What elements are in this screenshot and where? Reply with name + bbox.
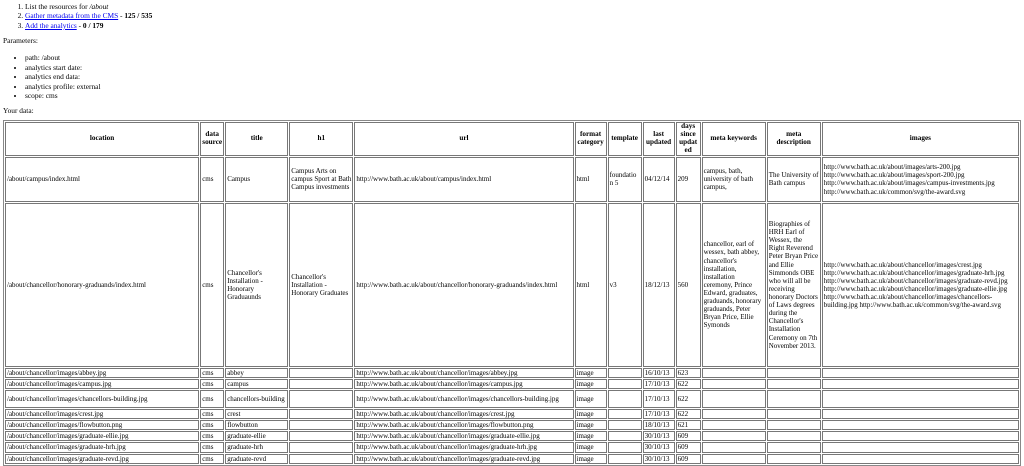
- param-analytics-end-date: • analytics end data:: [25, 72, 1021, 81]
- col-location: location: [5, 122, 199, 156]
- cell-updated: 17/10/13: [643, 390, 675, 408]
- cell-location: /about/campus/index.html: [5, 157, 199, 202]
- cell-format: image: [575, 379, 607, 389]
- cell-format: html: [575, 203, 607, 367]
- cell-source: cms: [200, 409, 224, 419]
- cell-format: image: [575, 442, 607, 452]
- cell-format: image: [575, 409, 607, 419]
- cell-h1: [289, 390, 353, 408]
- cell-updated: 30/10/13: [643, 431, 675, 441]
- cell-h1: Campus Arts on campus Sport at Bath Campus investments: [289, 157, 353, 202]
- cell-source: cms: [200, 454, 224, 464]
- cell-days: 622: [676, 379, 701, 389]
- parameters-heading: Parameters:: [3, 36, 38, 46]
- cell-location: /about/chancellor/honorary-graduands/index.html: [5, 203, 199, 367]
- cell-images: [822, 454, 1019, 464]
- cell-description: The University of Bath campus: [767, 157, 821, 202]
- cell-days: 609: [676, 442, 701, 452]
- table-row: [5, 390, 1019, 408]
- cell-format: image: [575, 454, 607, 464]
- cell-description: [767, 431, 821, 441]
- col-h1: h1: [289, 122, 353, 156]
- table-row: [5, 157, 1019, 202]
- cell-days: 609: [676, 431, 701, 441]
- cell-template: [608, 409, 642, 419]
- cell-location: /about/chancellor/images/graduate-hrh.jpg: [5, 442, 199, 452]
- cell-keywords: [702, 420, 766, 430]
- col-meta-description: meta description: [767, 122, 821, 156]
- cell-template: [608, 379, 642, 389]
- cell-template: [608, 442, 642, 452]
- table-row: [5, 454, 1019, 464]
- cell-title: campus: [225, 379, 288, 389]
- your-data-label: Your data:: [3, 106, 34, 116]
- cell-description: [767, 442, 821, 452]
- cell-url: http://www.bath.ac.uk/about/chancellor/images/graduate-revd.jpg: [354, 454, 573, 464]
- cell-template: foundation 5: [608, 157, 642, 202]
- step-add-analytics: 3. Add the analytics - 0 / 179: [25, 21, 1021, 30]
- cell-template: [608, 390, 642, 408]
- table-header-row: [5, 122, 1019, 156]
- cell-keywords: [702, 409, 766, 419]
- table-row: [5, 379, 1019, 389]
- cell-url: http://www.bath.ac.uk/about/chancellor/images/abbey.jpg: [354, 368, 573, 378]
- cell-description: Biographies of HRH Earl of Wessex, the Right Reverend Peter Bryan Price and Ellie Simmonds OBE who will all be receiving honorary Doctors of Laws degrees during the Chancellor's Installation Ceremony on 7th November 2013.: [767, 203, 821, 367]
- cell-description: [767, 420, 821, 430]
- cell-title: crest: [225, 409, 288, 419]
- cell-format: image: [575, 390, 607, 408]
- cell-keywords: [702, 431, 766, 441]
- table-row: [5, 442, 1019, 452]
- step-gather-metadata: 2. Gather metadata from the CMS - 125 / 535: [25, 11, 1021, 20]
- cell-h1: [289, 379, 353, 389]
- step-path: /about: [89, 2, 109, 11]
- col-data-source: data source: [200, 122, 224, 156]
- col-last-updated: last updated: [643, 122, 675, 156]
- param-analytics-profile: • analytics profile: external: [25, 82, 1021, 91]
- cell-description: [767, 409, 821, 419]
- cell-keywords: chancellor, earl of wessex, bath abbey, chancellor's installation, installation ceremony, Prince Edward, graduates, graduands, honorary graduands, Peter Bryan Price, Ellie Symonds: [702, 203, 766, 367]
- cell-title: chancellors-building: [225, 390, 288, 408]
- cell-images: [822, 431, 1019, 441]
- data-table: [3, 120, 1021, 465]
- cell-days: 209: [676, 157, 701, 202]
- add-analytics-count: 0 / 179: [82, 20, 104, 30]
- cell-url: http://www.bath.ac.uk/about/chancellor/honorary-graduands/index.html: [354, 203, 573, 367]
- cell-title: graduate-revd: [225, 454, 288, 464]
- cell-updated: 16/10/13: [643, 368, 675, 378]
- cell-source: cms: [200, 442, 224, 452]
- cell-format: html: [575, 157, 607, 202]
- col-title: title: [225, 122, 288, 156]
- cell-location: /about/chancellor/images/graduate-revd.jpg: [5, 454, 199, 464]
- cell-updated: 17/10/13: [643, 409, 675, 419]
- cell-images: [822, 390, 1019, 408]
- cell-images: [822, 409, 1019, 419]
- cell-keywords: [702, 454, 766, 464]
- cell-url: http://www.bath.ac.uk/about/chancellor/images/flowbutton.png: [354, 420, 573, 430]
- cell-title: graduate-ellie: [225, 431, 288, 441]
- cell-template: [608, 420, 642, 430]
- cell-location: /about/chancellor/images/abbey.jpg: [5, 368, 199, 378]
- cell-h1: [289, 431, 353, 441]
- cell-images: [822, 368, 1019, 378]
- col-images: images: [822, 122, 1019, 156]
- cell-url: http://www.bath.ac.uk/about/chancellor/images/graduate-ellie.jpg: [354, 431, 573, 441]
- cell-url: http://www.bath.ac.uk/about/chancellor/images/crest.jpg: [354, 409, 573, 419]
- cell-keywords: [702, 379, 766, 389]
- table-row: [5, 203, 1019, 367]
- cell-h1: [289, 409, 353, 419]
- table-row: [5, 368, 1019, 378]
- col-days-since-updated: days since updated: [676, 122, 701, 156]
- cell-template: [608, 431, 642, 441]
- param-scope: • scope: cms: [25, 91, 1021, 100]
- cell-source: cms: [200, 157, 224, 202]
- cell-template: [608, 454, 642, 464]
- param-analytics-start-date: • analytics start date:: [25, 63, 1021, 72]
- cell-keywords: [702, 390, 766, 408]
- cell-description: [767, 454, 821, 464]
- cell-description: [767, 390, 821, 408]
- cell-location: /about/chancellor/images/crest.jpg: [5, 409, 199, 419]
- cell-updated: 30/10/13: [643, 454, 675, 464]
- cell-days: 609: [676, 454, 701, 464]
- cell-days: 560: [676, 203, 701, 367]
- cell-days: 621: [676, 420, 701, 430]
- cell-h1: Chancellor's Installation - Honorary Graduates: [289, 203, 353, 367]
- cell-location: /about/chancellor/images/flowbutton.png: [5, 420, 199, 430]
- cell-images: [822, 379, 1019, 389]
- table-row: [5, 431, 1019, 441]
- cell-keywords: [702, 368, 766, 378]
- cell-template: v3: [608, 203, 642, 367]
- cell-h1: [289, 368, 353, 378]
- cell-source: cms: [200, 379, 224, 389]
- cell-days: 622: [676, 390, 701, 408]
- cell-images: http://www.bath.ac.uk/about/images/arts-200.jpg http://www.bath.ac.uk/about/images/sport-200.jpg http://www.bath.ac.uk/about/images/campus-investments.jpg http://www.bath.ac.uk/common/svg/the-award.svg: [822, 157, 1019, 202]
- cell-url: http://www.bath.ac.uk/about/chancellor/images/graduate-hrh.jpg: [354, 442, 573, 452]
- cell-source: cms: [200, 368, 224, 378]
- col-format-category: format category: [575, 122, 607, 156]
- cell-source: cms: [200, 420, 224, 430]
- parameters-list: [3, 53, 1021, 100]
- cell-h1: [289, 442, 353, 452]
- cell-location: /about/chancellor/images/graduate-ellie.jpg: [5, 431, 199, 441]
- cell-url: http://www.bath.ac.uk/about/campus/index.html: [354, 157, 573, 202]
- cell-h1: [289, 454, 353, 464]
- cell-description: [767, 368, 821, 378]
- steps-list: [3, 2, 1021, 30]
- gather-metadata-link[interactable]: Gather metadata from the CMS: [25, 11, 119, 21]
- gather-metadata-count: 125 / 535: [124, 11, 153, 21]
- col-template: template: [608, 122, 642, 156]
- cell-url: http://www.bath.ac.uk/about/chancellor/images/chancellors-building.jpg: [354, 390, 573, 408]
- cell-format: image: [575, 431, 607, 441]
- cell-title: graduate-hrh: [225, 442, 288, 452]
- cell-format: image: [575, 368, 607, 378]
- cell-template: [608, 368, 642, 378]
- cell-days: 622: [676, 409, 701, 419]
- cell-title: Chancellor's Installation - Honorary Graduaunds: [225, 203, 288, 367]
- cell-location: /about/chancellor/images/campus.jpg: [5, 379, 199, 389]
- cell-h1: [289, 420, 353, 430]
- cell-images: [822, 442, 1019, 452]
- cell-description: [767, 379, 821, 389]
- cell-title: flowbutton: [225, 420, 288, 430]
- cell-updated: 18/12/13: [643, 203, 675, 367]
- cell-location: /about/chancellor/images/chancellors-building.jpg: [5, 390, 199, 408]
- cell-source: cms: [200, 431, 224, 441]
- cell-updated: 17/10/13: [643, 379, 675, 389]
- cell-images: http://www.bath.ac.uk/about/chancellor/images/crest.jpg http://www.bath.ac.uk/about/chancellor/images/graduate-hrh.jpg http://www.bath.ac.uk/about/chancellor/images/graduate-revd.jpg http://www.bath.ac.uk/about/chancellor/images/graduate-ellie.jpg http://www.bath.ac.uk/about/chancellor/images/chancellors-building.jpg http://www.bath.ac.uk/common/svg/the-award.svg: [822, 203, 1019, 367]
- cell-keywords: campus, bath, university of bath campus,: [702, 157, 766, 202]
- cell-days: 623: [676, 368, 701, 378]
- table-row: [5, 420, 1019, 430]
- cell-url: http://www.bath.ac.uk/about/chancellor/images/campus.jpg: [354, 379, 573, 389]
- cell-format: image: [575, 420, 607, 430]
- cell-updated: 18/10/13: [643, 420, 675, 430]
- step-list-resources: 1. List the resources for /about: [25, 2, 1021, 11]
- cell-source: cms: [200, 203, 224, 367]
- cell-images: [822, 420, 1019, 430]
- param-path: • path: /about: [25, 53, 1021, 62]
- cell-updated: 30/10/13: [643, 442, 675, 452]
- cell-title: abbey: [225, 368, 288, 378]
- cell-keywords: [702, 442, 766, 452]
- table-row: [5, 409, 1019, 419]
- cell-updated: 04/12/14: [643, 157, 675, 202]
- add-analytics-link[interactable]: Add the analytics: [25, 20, 77, 30]
- cell-source: cms: [200, 390, 224, 408]
- col-url: url: [354, 122, 573, 156]
- col-meta-keywords: meta keywords: [702, 122, 766, 156]
- cell-title: Campus: [225, 157, 288, 202]
